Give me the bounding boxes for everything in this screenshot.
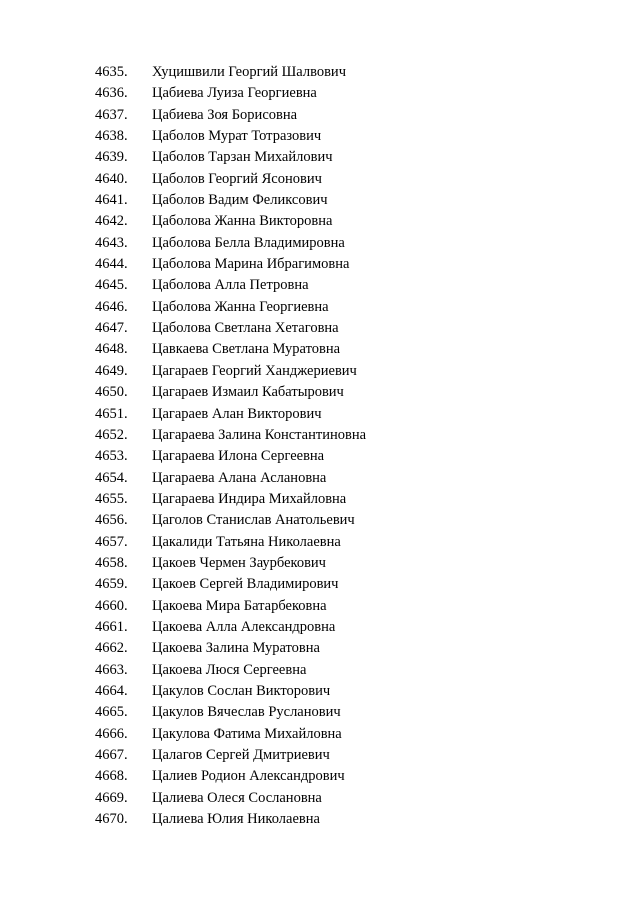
entry-number: 4636. [95,85,128,102]
entry-name: Цабиева Луиза Георгиевна [152,85,317,102]
entry-name: Цагараева Залина Константиновна [152,426,367,443]
list-item [95,147,366,168]
list-item [95,788,366,809]
entry-number: 4650. [95,384,128,401]
entry-name: Цакоева Залина Муратовна [152,640,320,657]
entry-name: Цаболова Марина Ибрагимовна [152,256,350,273]
entry-name: Цаболов Вадим Феликсович [152,192,328,209]
entry-name: Цалагов Сергей Дмитриевич [152,747,330,763]
list-item [95,233,366,254]
entry-number: 4637. [95,106,128,123]
list-item [95,468,366,489]
entry-number: 4654. [95,469,128,486]
entry-number: 4663. [95,661,128,678]
entry-number: 4638. [95,128,128,145]
entry-number: 4666. [95,725,128,742]
entry-name: Цалиева Олеся Сослановна [152,789,322,806]
list-item [95,62,366,83]
list-item [95,297,366,318]
entry-number: 4658. [95,554,128,571]
entry-name: Цагараев Алан Викторович [152,405,322,422]
list-item [95,553,366,574]
entry-name: Цакалиди Татьяна Николаевна [152,533,341,550]
list-item [95,745,366,766]
entry-number: 4639. [95,149,128,166]
entry-number: 4659. [95,576,128,593]
list-item [95,275,366,296]
entry-number: 4640. [95,170,128,187]
list-item [95,318,366,339]
list-item [95,809,366,830]
entry-number: 4655. [95,490,128,507]
entry-number: 4643. [95,234,128,251]
entry-number: 4635. [95,64,128,80]
list-item [95,425,366,446]
entry-name: Цакулов Сослан Викторович [152,682,331,699]
entry-number: 4664. [95,682,128,699]
entry-number: 4656. [95,512,128,529]
list-item [95,702,366,723]
list-item [95,382,366,403]
list-item [95,446,366,467]
entry-number: 4665. [95,704,128,721]
entry-number: 4662. [95,640,128,657]
entry-name: Цавкаева Светлана Муратовна [152,341,341,358]
list-item [95,724,366,745]
entry-number: 4653. [95,448,128,465]
entry-name: Цабиева Зоя Борисовна [152,106,298,123]
entry-name: Цаболов Тарзан Михайлович [152,149,333,166]
entry-name: Цакоева Люся Сергеевна [152,661,307,678]
entry-number: 4641. [95,192,128,209]
list-item [95,681,366,702]
entry-number: 4660. [95,597,128,614]
numbered-name-list [95,62,366,830]
list-item [95,361,366,382]
list-item [95,532,366,553]
list-item [95,105,366,126]
entry-number: 4647. [95,320,128,337]
entry-name: Цаболова Светлана Хетаговна [152,320,339,337]
entry-name: Цаголов Станислав Анатольевич [152,512,355,529]
entry-number: 4648. [95,341,128,358]
list-item [95,660,366,681]
entry-number: 4649. [95,362,128,379]
list-item [95,404,366,425]
entry-number: 4670. [95,811,128,828]
entry-name: Цакоева Алла Александровна [152,618,336,635]
entry-name: Цалиев Родион Александрович [152,768,345,785]
list-item [95,169,366,190]
entry-number: 4661. [95,618,128,635]
list-item [95,766,366,787]
entry-number: 4642. [95,213,128,230]
entry-name: Цакоев Сергей Владимирович [152,576,339,593]
entry-name: Цаболова Алла Петровна [152,277,309,294]
entry-number: 4644. [95,256,128,273]
entry-name: Цаболова Жанна Георгиевна [152,298,329,315]
entry-number: 4646. [95,298,128,315]
entry-name: Цалиева Юлия Николаевна [152,811,320,828]
entry-name: Цаболов Мурат Тотразович [152,128,322,145]
list-item [95,638,366,659]
entry-name: Цагараева Алана Аслановна [152,469,327,486]
list-item [95,339,366,360]
list-item [95,489,366,510]
entry-name: Цагараева Индира Михайловна [152,490,347,507]
list-item [95,617,366,638]
list-item [95,510,366,531]
entry-number: 4652. [95,426,128,443]
entry-name: Цакулов Вячеслав Русланович [152,704,341,721]
entry-name: Цаболова Жанна Викторовна [152,213,333,230]
entry-name: Цагараева Илона Сергеевна [152,448,325,465]
entry-name: Цаболов Георгий Ясонович [152,170,322,187]
entry-name: Цаболова Белла Владимировна [152,234,345,251]
entry-number: 4667. [95,747,128,763]
list-item [95,126,366,147]
entry-number: 4651. [95,405,128,422]
list-item [95,211,366,232]
entry-name: Цакулова Фатима Михайловна [152,725,342,742]
list-item [95,254,366,275]
list-item [95,190,366,211]
list-item [95,83,366,104]
list-item [95,596,366,617]
list-item [95,574,366,595]
entry-name: Цагараев Георгий Ханджериевич [152,362,357,379]
entry-name: Цакоев Чермен Заурбекович [152,554,326,571]
entry-number: 4668. [95,768,128,785]
entry-name: Хуцишвили Георгий Шалвович [152,64,346,80]
entry-number: 4657. [95,533,128,550]
entry-name: Цагараев Измаил Кабатырович [152,384,344,401]
entry-number: 4645. [95,277,128,294]
entry-number: 4669. [95,789,128,806]
entry-name: Цакоева Мира Батарбековна [152,597,327,614]
